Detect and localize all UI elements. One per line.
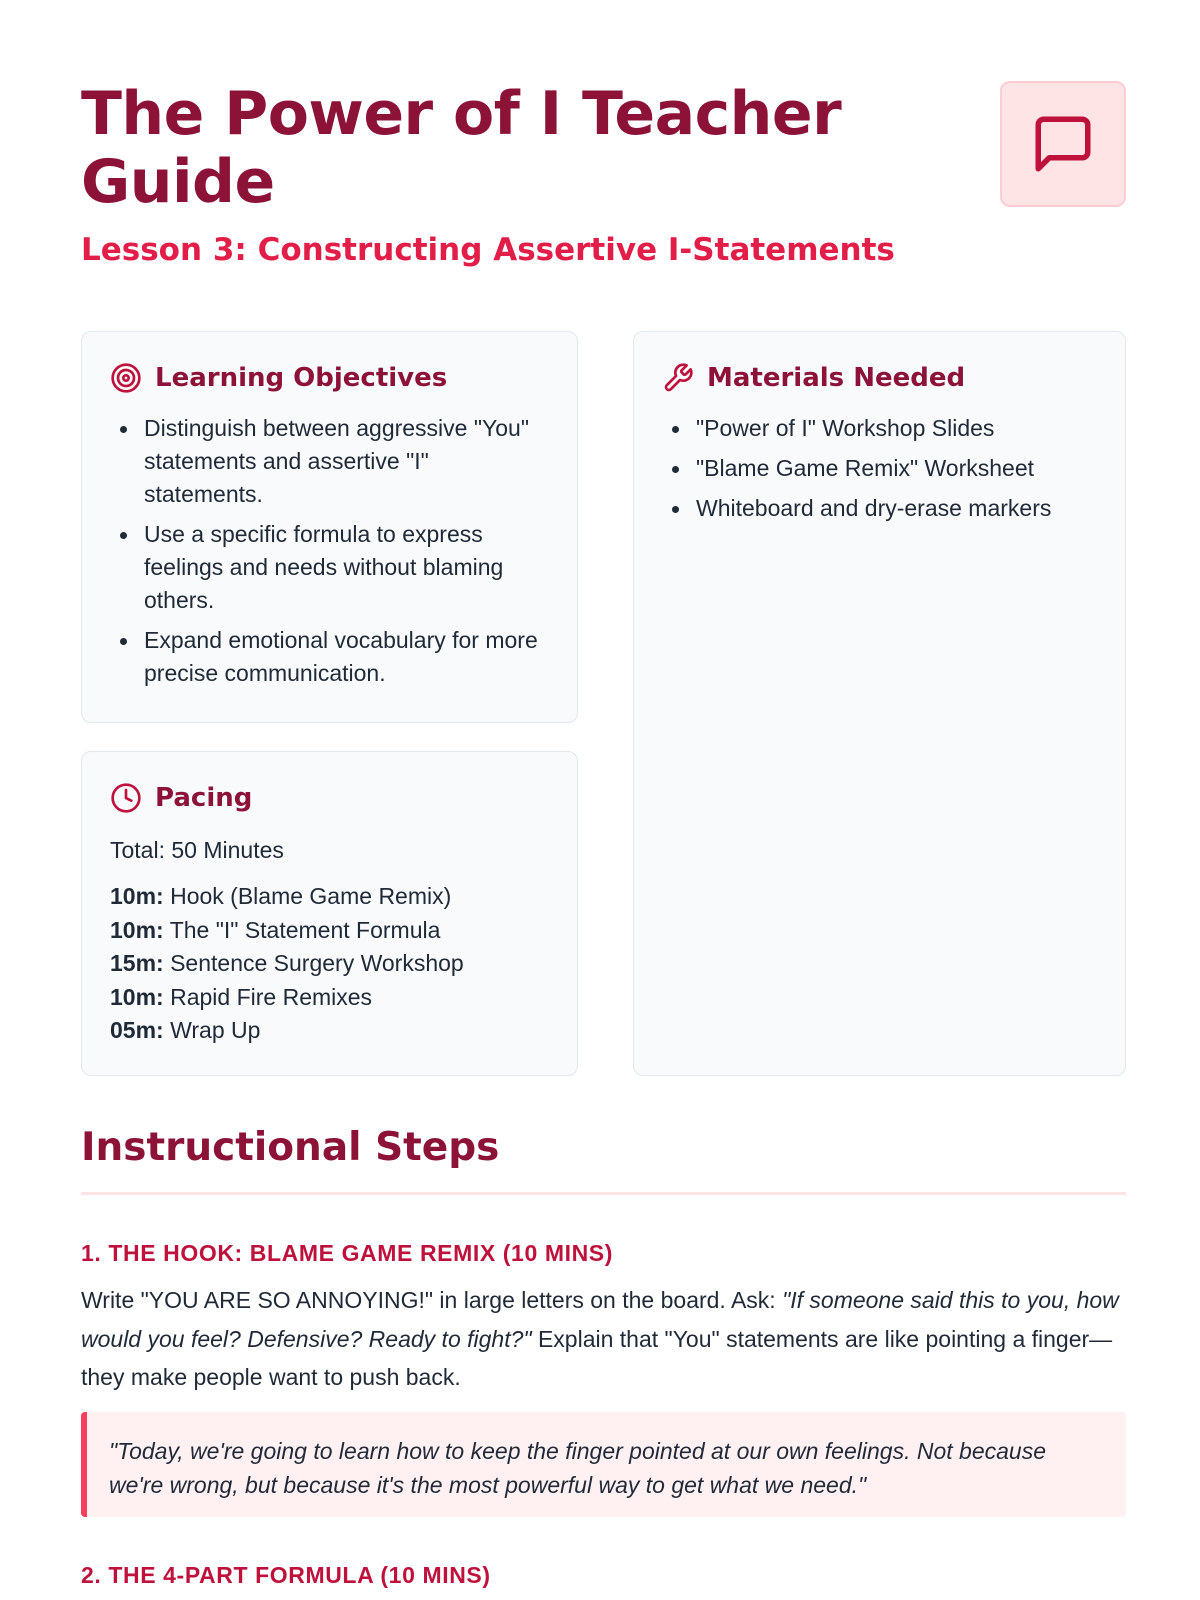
pacing-label: Rapid Fire Remixes <box>170 983 373 1010</box>
pacing-label: Wrap Up <box>170 1017 261 1043</box>
materials-title: Materials Needed <box>707 363 966 393</box>
lesson-subtitle: Lesson 3: Constructing Assertive I-Statements <box>81 232 895 268</box>
materials-list <box>662 412 1112 532</box>
clock-icon <box>110 782 142 814</box>
objectives-list <box>110 412 550 697</box>
pacing-time: 15m: <box>110 950 164 976</box>
list-item: "Power of I" Workshop Slides <box>662 412 1112 445</box>
pacing-label: The "I" Statement Formula <box>169 916 441 943</box>
step-1-text-end: Explain that "You" statements are like pointing a finger—they make people want to push back. <box>81 1325 1113 1390</box>
pacing-time: 10m: <box>110 983 164 1010</box>
teacher-quote: "Today, we're going to learn how to keep the finger pointed at our own feelings. Not because we're wrong, but because it's the most powerful way to get what we need." <box>81 1412 1126 1517</box>
step-1-body <box>81 1281 1126 1397</box>
list-item: Distinguish between aggressive "You" statements and assertive "I" statements. <box>110 412 550 511</box>
objectives-title: Learning Objectives <box>155 363 448 393</box>
pacing-total: Total: 50 Minutes <box>110 837 284 863</box>
list-item: Whiteboard and dry-erase markers <box>662 492 1112 525</box>
objectives-card <box>81 331 578 723</box>
pacing-row <box>110 981 464 1015</box>
pacing-card <box>81 751 578 1076</box>
pacing-row <box>110 914 464 948</box>
pacing-list <box>110 880 464 1048</box>
pacing-title: Pacing <box>155 783 253 813</box>
message-square-icon <box>1000 81 1126 207</box>
step-1-question: "If someone said this to you, how would you feel? Defensive? Ready to fight?" <box>81 1287 1119 1352</box>
target-icon <box>110 362 142 394</box>
pacing-row <box>110 880 464 914</box>
pacing-time: 10m: <box>110 916 164 943</box>
step-1-text: Write "YOU ARE SO ANNOYING!" in large letters on the board. Ask: <box>81 1287 783 1313</box>
pacing-row <box>110 947 464 981</box>
section-divider <box>81 1192 1126 1195</box>
list-item: Use a specific formula to express feelings and needs without blaming others. <box>110 518 550 617</box>
materials-card <box>633 331 1126 1076</box>
page-title: The Power of I Teacher Guide <box>81 79 842 217</box>
list-item: Expand emotional vocabulary for more precise communication. <box>110 624 550 690</box>
steps-section-title: Instructional Steps <box>81 1125 500 1170</box>
list-item: "Blame Game Remix" Worksheet <box>662 452 1112 485</box>
pacing-row <box>110 1014 464 1048</box>
step-2-heading: 2. THE 4-PART FORMULA (10 MINS) <box>81 1562 491 1588</box>
pacing-time: 05m: <box>110 1017 164 1043</box>
step-1-heading: 1. THE HOOK: BLAME GAME REMIX (10 MINS) <box>81 1240 613 1266</box>
pacing-time: 10m: <box>110 883 164 909</box>
pacing-label: Hook (Blame Game Remix) <box>170 883 452 909</box>
wrench-icon <box>662 362 694 394</box>
pacing-label: Sentence Surgery Workshop <box>170 950 464 976</box>
